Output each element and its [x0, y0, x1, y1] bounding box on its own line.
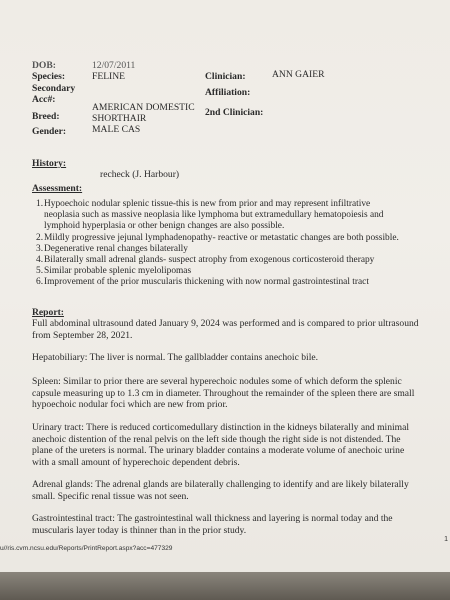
assessment-item-line: Hypoechoic nodular splenic tissue-this is new from prior and may represent infiltrative [44, 199, 371, 209]
history-heading: History: [32, 158, 67, 169]
report-line: capsule measuring up to 1.3 cm in diameter. Throughout the remainder of the spleen there are small [32, 387, 415, 399]
report-line: Spleen: Similar to prior there are several hyperechoic nodules some of which deform the splenic [32, 376, 402, 387]
report-paragraph-urinary [32, 422, 437, 468]
report-line: Adrenal glands: The adrenal glands are bilaterally challenging to identify and are likely bilaterally [32, 479, 409, 490]
report-line: Full abdominal ultrasound dated January 9, 2024 was performed and is compared to prior ultrasound [32, 318, 419, 329]
second-clinician-label: 2nd Clinician: [205, 107, 264, 118]
gender-label: Gender: [32, 126, 67, 137]
assessment-item-4 [36, 255, 375, 266]
report-paragraph-spleen [32, 376, 437, 411]
assessment-item-line: Degenerative renal changes bilaterally [44, 244, 188, 254]
assessment-item-2 [36, 233, 399, 244]
species-value: FELINE [92, 71, 126, 82]
page-number: 1 [444, 536, 448, 543]
gender-value: MALE CAS [92, 124, 141, 135]
assessment-item-number: 2. [36, 233, 44, 243]
report-line: Hepatobiliary: The liver is normal. The gallbladder contains anechoic bile. [32, 352, 319, 363]
report-paragraph-hepatobiliary [32, 352, 437, 364]
affiliation-label: Affiliation: [205, 87, 251, 98]
assessment-item-3 [36, 244, 188, 255]
dob-label: DOB: [32, 60, 56, 71]
report-line: small. Specific renal tissue was not seen. [32, 490, 189, 502]
assessment-heading: Assessment: [32, 183, 83, 194]
acc-label: Acc#: [32, 94, 56, 105]
report-line: Urinary tract: There is reduced corticomedullary distinction in the kidneys bilaterally and minimal [32, 422, 410, 433]
assessment-item-number: 5. [36, 266, 44, 276]
assessment-item-line: neoplasia such as massive neoplasia like lymphoma but extramedullary hematopoiesis and [44, 210, 384, 221]
species-label: Species: [32, 71, 66, 82]
assessment-item-line: lymphoid hyperplasia or other benign changes are also possible. [44, 221, 285, 232]
report-paragraph-adrenal [32, 479, 437, 502]
assessment-item-line: Improvement of the prior muscularis thickening with now normal gastrointestinal tract [44, 277, 369, 287]
breed-label: Breed: [32, 111, 60, 122]
breed-value-line1: AMERICAN DOMESTIC [92, 102, 195, 113]
report-line: plane of the ureters is normal. The urinary bladder contains a moderate volume of anechoic urine [32, 445, 405, 457]
clinician-value: ANN GAIER [272, 69, 325, 80]
report-paragraph-gastrointestinal [32, 513, 437, 536]
footer-url: u//ris.cvm.ncsu.edu/Reports/PrintReport.aspx?acc=477329 [0, 545, 173, 552]
report-line: from September 28, 2021. [32, 329, 133, 341]
assessment-item-6 [36, 277, 369, 288]
assessment-item-number: 4. [36, 255, 44, 265]
dob-value: 12/07/2011 [92, 60, 136, 71]
desk-surface [0, 572, 450, 600]
assessment-item-number: 6. [36, 277, 44, 287]
assessment-item-number: 3. [36, 244, 44, 254]
report-line: with a small amount of hyperechoic dependent debris. [32, 456, 240, 468]
assessment-item-5 [36, 266, 192, 277]
breed-value-line2: SHORTHAIR [92, 113, 147, 124]
assessment-item-number: 1. [36, 199, 44, 209]
report-heading: Report: [32, 307, 64, 318]
secondary-label: Secondary [32, 83, 76, 94]
assessment-item-1 [36, 199, 384, 233]
report-line: hypoechoic nodular foci which are new from prior. [32, 399, 228, 411]
report-paragraph-intro [32, 318, 437, 341]
report-line: Gastrointestinal tract: The gastrointestinal wall thickness and layering is normal today and the [32, 513, 393, 524]
report-line: muscularis layer today is thinner than in the prior study. [32, 524, 247, 536]
clinician-label: Clinician: [205, 71, 246, 82]
assessment-item-line: Mildly progressive jejunal lymphadenopathy- reactive or metastatic changes are both possible. [44, 233, 399, 243]
history-text: recheck (J. Harbour) [100, 169, 180, 180]
assessment-item-line: Bilaterally small adrenal glands- suspect atrophy from exogenous corticosteroid therapy [44, 255, 375, 265]
assessment-item-line: Similar probable splenic myelolipomas [44, 266, 192, 276]
report-line: anechoic distention of the renal pelvis on the left side though the right side is not distended. The [32, 433, 401, 445]
